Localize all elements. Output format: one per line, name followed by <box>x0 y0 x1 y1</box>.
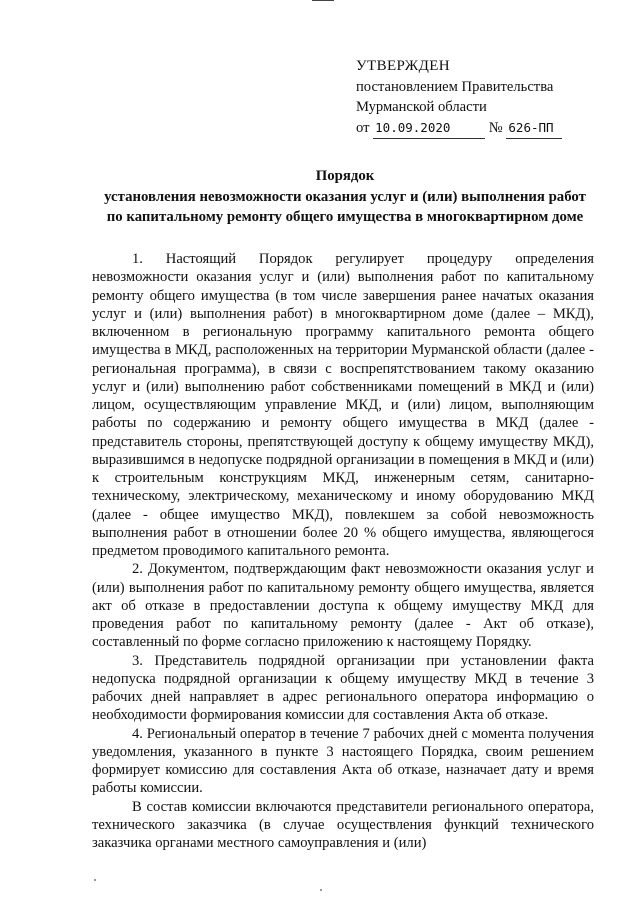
approval-line-1: постановлением Правительства <box>356 78 554 95</box>
top-edge-mark <box>312 0 334 1</box>
title-line-2: установления невозможности оказания услуг и (или) выполнения работ <box>104 188 586 205</box>
number-prefix: № <box>488 119 503 136</box>
approval-number: 626-ПП <box>506 118 562 140</box>
paragraph-5: В состав комиссии включаются представители регионального оператора, технического заказчика (в случае осуществления функций технического заказчика органами местного самоуправления и (или) <box>92 798 594 851</box>
scan-speck <box>320 889 322 891</box>
title-line-3: по капитальному ремонту общего имущества в многоквартирном доме <box>106 209 584 225</box>
document-title <box>80 166 610 228</box>
approval-line-2: Мурманской области <box>356 99 487 115</box>
paragraph-1: 1. Настоящий Порядок регулирует процедуру определения невозможности оказания услуг и (или) выполнения работ по капитальному ремонту общего имущества (в том числе завершения ранее начатых оказания услуг и (или) выполнения работ) в многоквартирном доме (далее – МКД), включенном в региональную программу капитального ремонта общего имущества в МКД, расположенных на территории Мурманской области (далее - региональная программа), в связи с воспрепятствованием такому оказанию услуг и (или) выполнению работ собственниками помещений в МКД и (или) лицом, осуществляющим управление МКД, и (или) лицом, выполняющим работы по содержанию и ремонту общего имущества в МКД (далее - представитель стороны, препятствующей доступу к общему имуществу МКД), выразившимся в недопуске подрядной организации в помещения в МКД и (или) к строительным конструкциям МКД, инженерным сетям, санитарно-техническому, электрическому, механическому и иному оборудованию МКД (далее - общее имущество МКД), повлекшем за собой невозможность выполнения работ в отношении более 20 % общего имущества, являющегося предметом проводимого капитального ремонта. <box>92 251 594 559</box>
document-body <box>92 250 594 852</box>
paragraph-2: 2. Документом, подтверждающим факт невозможности оказания услуг и (или) выполнения работ по капитальному ремонту общего имущества, является акт об отказе в предоставлении доступа к общему имуществу МКД для проведения работ по капитальному ремонту (далее - Акт об отказе), составленный по форме согласно приложению к настоящему Порядку. <box>92 561 594 651</box>
title-line-1: Порядок <box>315 168 375 184</box>
approval-date-line <box>356 118 562 140</box>
approval-date: 10.09.2020 <box>373 118 485 140</box>
approval-head: УТВЕРЖДЕН <box>356 58 451 74</box>
approval-block <box>356 56 562 139</box>
paragraph-4: 4. Региональный оператор в течение 7 рабочих дней с момента получения уведомления, указанного в пункте 3 настоящего Порядка, своим решением формирует комиссию для составления Акта об отказе, назначает дату и время работы комиссии. <box>92 725 594 797</box>
date-prefix: от <box>356 119 370 136</box>
scan-speck <box>94 879 96 881</box>
paragraph-3: 3. Представитель подрядной организации при установлении факта недопуска подрядной организации к общему имуществу МКД в течение 3 рабочих дней направляет в адрес регионального оператора информацию о необходимости формирования комиссии для составления Акта об отказе. <box>92 652 594 724</box>
